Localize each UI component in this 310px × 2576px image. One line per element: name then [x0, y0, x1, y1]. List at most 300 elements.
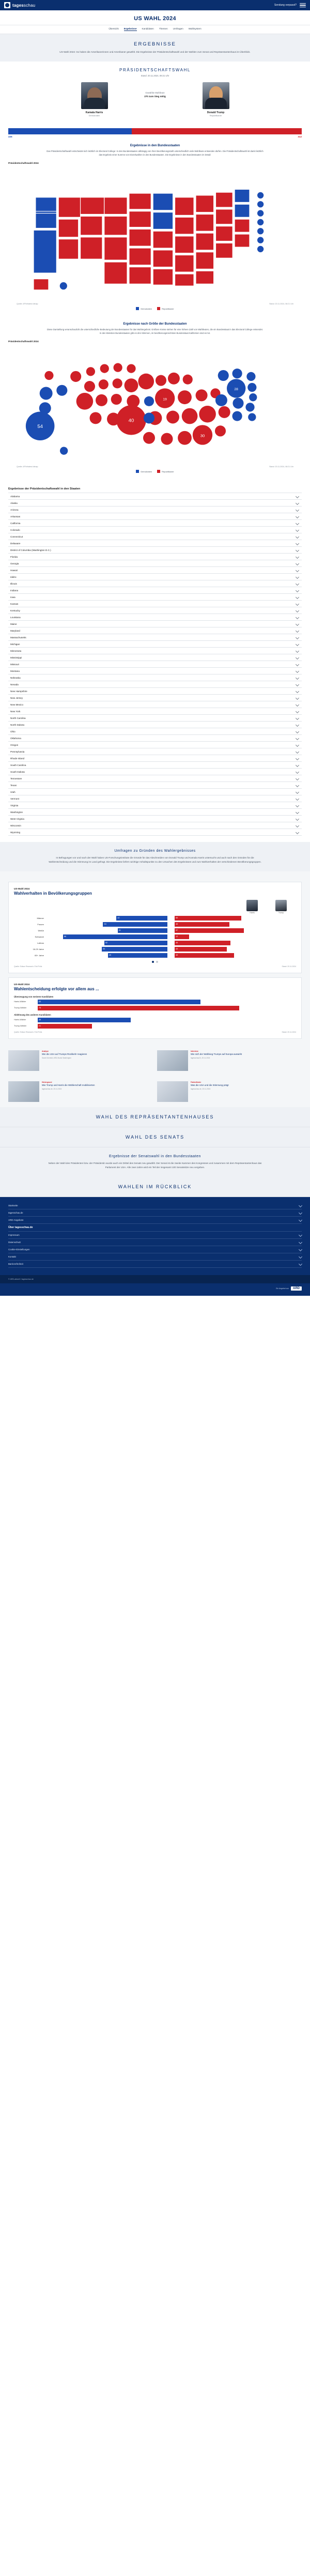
state-accordion-row[interactable]	[8, 775, 302, 782]
state-accordion-row[interactable]	[8, 715, 302, 722]
demographic-bar-row	[14, 953, 296, 958]
state-name: Florida	[10, 555, 18, 558]
hamburger-icon[interactable]	[300, 3, 306, 7]
trump-bar-wrap	[175, 916, 296, 921]
state-name: New Jersey	[10, 696, 23, 699]
state-name: Georgia	[10, 562, 19, 565]
teaser-tag-4: Faktenfinder	[191, 1081, 202, 1083]
chevron-down-icon	[296, 676, 299, 680]
state-name: Tennessee	[10, 777, 22, 780]
state-accordion-row[interactable]	[8, 587, 302, 594]
presidential-heading: PRÄSIDENTSCHAFTSWAHL	[119, 67, 191, 72]
motivation-bar: 36	[38, 1018, 131, 1022]
state-name: Michigan	[10, 642, 20, 646]
trump-bar-wrap	[175, 934, 296, 939]
rep-electoral-votes: 312	[298, 135, 302, 138]
state-name: Nebraska	[10, 676, 21, 679]
state-name: Hawaii	[10, 569, 18, 572]
electoral-result-bar	[8, 128, 302, 134]
state-name: Texas	[10, 784, 17, 787]
chevron-down-icon	[296, 804, 299, 807]
motivation-label: Harris-Wähler	[14, 1019, 26, 1021]
state-accordion-row[interactable]	[8, 560, 302, 567]
survey-card-motivation	[8, 977, 302, 1039]
state-accordion-row[interactable]	[8, 574, 302, 580]
chevron-down-icon	[296, 508, 299, 512]
state-name: Louisiana	[10, 616, 21, 619]
trump-bar: 46	[175, 941, 230, 945]
chevron-down-icon	[296, 716, 299, 720]
chevron-right-icon	[299, 1218, 302, 1222]
state-name: Alaska	[10, 501, 18, 504]
state-accordion-row[interactable]	[8, 701, 302, 708]
card1-trump-thumb	[275, 900, 287, 911]
motivation-bar-track	[38, 1006, 296, 1010]
state-name: Maine	[10, 622, 17, 625]
footer-link-row[interactable]	[8, 1232, 302, 1239]
chevron-down-icon	[296, 683, 299, 686]
chevron-right-icon	[299, 1211, 302, 1215]
state-accordion-row[interactable]	[8, 809, 302, 816]
state-name: Mississippi	[10, 656, 22, 659]
state-name: North Dakota	[10, 723, 25, 726]
state-accordion-row[interactable]	[8, 668, 302, 674]
state-accordion-row[interactable]	[8, 735, 302, 742]
svg-text:54: 54	[37, 424, 43, 430]
state-accordion-row[interactable]	[8, 607, 302, 614]
footer-link-row[interactable]	[8, 1239, 302, 1246]
chevron-down-icon	[296, 522, 299, 525]
chevron-down-icon	[296, 831, 299, 834]
state-name: District of Columbia (Washington D.C.)	[10, 548, 51, 551]
state-accordion-row[interactable]	[8, 748, 302, 755]
chevron-down-icon	[296, 649, 299, 653]
state-accordion-row[interactable]	[8, 769, 302, 775]
trump-bar: 49	[175, 953, 234, 958]
missed-broadcast-link[interactable]: Sendung verpasst?	[274, 3, 297, 7]
state-name: Kentucky	[10, 609, 20, 612]
bubble-legend	[8, 470, 302, 473]
state-accordion-row[interactable]	[8, 688, 302, 695]
state-name: Kansas	[10, 602, 19, 605]
chevron-down-icon	[296, 495, 299, 498]
card1-kicker: US-Wahl 2024	[14, 887, 30, 890]
survey-cards-section	[0, 871, 310, 1045]
state-accordion-row[interactable]	[8, 822, 302, 829]
demographic-label: Schwarze	[35, 935, 44, 938]
candidate-trump	[186, 82, 245, 117]
teaser-card-1[interactable]	[8, 1050, 153, 1071]
harris-bar: 49	[108, 953, 167, 958]
demographic-bar-row	[14, 941, 296, 945]
footer-section-title: Über tagesschau.de	[8, 1224, 302, 1232]
map-chart-label: Präsidentschaftswahl 2024	[8, 162, 39, 165]
electoral-label-top: Gewählte Wahlleute	[145, 91, 165, 94]
teaser-thumb-1	[8, 1050, 39, 1071]
harris-name: Kamala Harris	[85, 111, 103, 114]
presidential-timestamp: Stand: 20.11.2024, 08:21 Uhr	[141, 74, 169, 77]
footer-link-label: tagesschau.de	[8, 1211, 23, 1214]
trump-bar: 57	[175, 928, 244, 933]
bubble-section	[0, 316, 310, 479]
state-accordion-row[interactable]	[8, 782, 302, 789]
state-accordion-row[interactable]	[8, 789, 302, 795]
brand-name-main: tages	[12, 3, 24, 8]
harris-portrait	[81, 82, 108, 109]
teaser-card-2[interactable]	[157, 1050, 302, 1071]
trump-bar-wrap	[175, 953, 296, 958]
state-accordion-row[interactable]	[8, 722, 302, 728]
candidate-harris	[65, 82, 124, 117]
motivation-bar-track	[38, 1000, 296, 1004]
motivation-label: Trump-Wähler	[14, 1007, 27, 1009]
footer-link-label: ARD-Angebote	[8, 1218, 24, 1221]
card2-group1-bars	[14, 1000, 296, 1010]
state-accordion-row[interactable]	[8, 742, 302, 748]
state-name: Wyoming	[10, 831, 21, 834]
presidential-section	[0, 62, 310, 123]
state-name: Idaho	[10, 575, 17, 578]
card1-candidate-headers	[14, 900, 296, 914]
state-accordion-row[interactable]	[8, 728, 302, 735]
nav-item-kandidaten[interactable]: Kandidaten	[142, 27, 154, 30]
harris-bar-wrap	[46, 916, 167, 921]
nav-item-ergebnisse[interactable]: Ergebnisse	[123, 27, 137, 30]
chevron-down-icon	[296, 810, 299, 814]
tagesschau-logo-icon	[4, 2, 10, 8]
chevron-down-icon	[296, 824, 299, 827]
harris-bar-wrap	[46, 947, 167, 952]
state-name: South Carolina	[10, 763, 26, 766]
carousel-dot-1[interactable]	[152, 961, 154, 963]
motivation-bar: 63	[38, 1000, 200, 1004]
trump-bar: 45	[175, 922, 229, 927]
chevron-down-icon	[296, 790, 299, 794]
harris-bar-wrap	[46, 941, 167, 945]
page-title-bar	[0, 10, 310, 25]
brand-logo[interactable]	[4, 2, 35, 8]
ard-attribution	[0, 1283, 310, 1296]
footer-link-label: Kontakt	[8, 1255, 16, 1258]
chevron-down-icon	[296, 636, 299, 639]
trump-bar-wrap	[175, 941, 296, 945]
state-accordion	[8, 493, 302, 836]
teaser-card-4[interactable]	[157, 1081, 302, 1102]
teaser-title-3[interactable]: Wie Trump und Harris die Wählerschaft mobilisierten	[42, 1083, 95, 1086]
trump-bar: 55	[175, 916, 241, 921]
intro-text: US-Wahl 2024: So haben die Amerikanerinnen und Amerikaner gewählt. Die Ergebnisse der Präsidentschaftswahl und der Wahlen zum Senat und Repräsentantenhaus im Überblick.	[59, 51, 251, 53]
state-accordion-row[interactable]	[8, 507, 302, 513]
state-accordion-row[interactable]	[8, 540, 302, 547]
trump-portrait	[203, 82, 229, 109]
brand-name-light: schau	[23, 3, 36, 8]
state-name: South Dakota	[10, 770, 25, 773]
chevron-down-icon	[296, 797, 299, 801]
chevron-down-icon	[296, 777, 299, 780]
card2-group2-bars	[14, 1018, 296, 1029]
state-name: Iowa	[10, 595, 16, 599]
state-name: Minnesota	[10, 649, 22, 652]
state-accordion-row[interactable]	[8, 681, 302, 688]
electoral-bubble-map[interactable]	[8, 346, 302, 465]
chevron-down-icon	[296, 569, 299, 572]
carousel-dot-2[interactable]	[156, 961, 158, 963]
retrospective-band[interactable]	[0, 1177, 310, 1197]
bubble-timestamp-note: Stand: 20.11.2024, 08:21 Uhr	[269, 466, 293, 468]
bubble-legend-democrats: Demokraten	[136, 470, 152, 473]
footer-link-label: Datenschutz	[8, 1240, 21, 1244]
state-name: New York	[10, 710, 21, 713]
chevron-down-icon	[296, 730, 299, 733]
state-name: Vermont	[10, 797, 20, 800]
harris-bar: 86	[63, 934, 167, 939]
trump-bar-wrap	[175, 922, 296, 927]
state-name: Illinois	[10, 582, 17, 585]
teaser-card-3[interactable]	[8, 1081, 153, 1102]
motivation-bar-row	[14, 1024, 296, 1029]
demographic-bar-row	[14, 922, 296, 927]
card1-harris-thumb	[246, 900, 258, 911]
chevron-down-icon	[296, 737, 299, 740]
harris-bar: 42	[116, 916, 167, 921]
card2-group1-title: Überzeugung von meinem Kandidaten	[14, 995, 54, 998]
harris-bar: 41	[118, 928, 167, 933]
footer-link-label: Barrierefreiheit	[8, 1262, 23, 1265]
trump-bar: 43	[175, 947, 227, 952]
state-name: Montana	[10, 669, 20, 672]
state-accordion-row[interactable]	[8, 594, 302, 601]
footer-link-row[interactable]	[8, 1261, 302, 1268]
state-accordion-row[interactable]	[8, 674, 302, 681]
state-name: Utah	[10, 790, 16, 793]
state-name: Ohio	[10, 730, 16, 733]
bubble-text: Diese Darstellung veranschaulicht die unterschiedliche Bedeutung der Bundesstaaten für das Wahlergebnis: Größere Kreise stehen für eine höhere Zahl von Wahlleuten, die ein Bundesstaat in das Electoral College entsendet. In den kleinsten Bundesstaaten gibt es drei Stimmen, im bevölkerungsreichsten Bundesstaat Kalifornien sind es 54.	[47, 328, 263, 335]
candidate-row	[8, 82, 302, 117]
state-accordion-row[interactable]	[8, 580, 302, 587]
footer-link-label: Startseite	[8, 1204, 18, 1207]
nav-item-themen[interactable]: Themen	[159, 27, 168, 30]
harris-bar: 54	[102, 947, 167, 952]
ard-logo: ARD	[291, 1286, 302, 1291]
state-accordion-row[interactable]	[8, 601, 302, 607]
chevron-down-icon	[296, 542, 299, 545]
chevron-down-icon	[296, 750, 299, 754]
state-accordion-row[interactable]	[8, 520, 302, 527]
state-accordion-row[interactable]	[8, 513, 302, 520]
trump-party: Republikaner	[209, 114, 222, 117]
chevron-down-icon	[296, 703, 299, 707]
senate-election-band[interactable]	[0, 1127, 310, 1147]
harris-bar-wrap	[46, 928, 167, 933]
teaser-meta-4: tagesschau.de, 20.11.2024	[191, 1087, 211, 1090]
map-text: Das Präsidentschaftswahl entscheidet sich letztlich im Electoral College: In den Bundesstaaten abhängig von ihrer Bevölkerungszahl unterschiedlich viele Wahlleute entsenden dürfen. Die Präsidentschaftswahl ist damit letztlich das Ergebnis einer Summe von Einzelwahlen in den Bundesstaaten. Die Ergebnisse in den Bundesstaaten im Detail:	[47, 149, 264, 156]
state-accordion-row[interactable]	[8, 554, 302, 560]
demographic-bar-row	[14, 934, 296, 939]
state-name: Maryland	[10, 629, 20, 632]
card1-title: Wahlverhalten in Bevölkerungsgruppen	[14, 891, 92, 896]
state-accordion-row[interactable]	[8, 634, 302, 641]
card1-stand: Stand: 20.11.2024	[282, 965, 296, 968]
state-name: Arizona	[10, 508, 19, 511]
state-name: Virginia	[10, 804, 19, 807]
retrospective-link[interactable]: WAHLEN IM RÜCKBLICK	[118, 1184, 192, 1189]
card2-kicker: US-Wahl 2024	[14, 983, 30, 986]
chevron-down-icon	[296, 629, 299, 633]
page-title: US WAHL 2024	[134, 16, 176, 22]
surveys-heading: Umfragen zu Gründen des Wahlergebnisses	[114, 849, 196, 853]
state-accordion-row[interactable]	[8, 802, 302, 809]
chevron-right-icon	[299, 1255, 302, 1259]
trump-name: Donald Trump	[207, 111, 225, 114]
demographic-label: Weiße	[38, 929, 44, 932]
state-name: Massachusetts	[10, 636, 26, 639]
demographic-label: Männer	[37, 916, 44, 919]
teaser-tag-2: Interview	[191, 1050, 198, 1052]
state-accordion-row[interactable]	[8, 527, 302, 533]
map-timestamp-note: Stand: 20.11.2024, 08:21 Uhr	[269, 303, 293, 305]
demographic-label: 18-29 Jahre	[33, 947, 44, 950]
chevron-down-icon	[296, 501, 299, 505]
state-name: Arkansas	[10, 515, 21, 518]
state-name: Washington	[10, 810, 23, 814]
intro-band	[0, 34, 310, 62]
state-name: Colorado	[10, 528, 20, 531]
chevron-right-icon	[299, 1204, 302, 1207]
state-accordion-row[interactable]	[8, 614, 302, 621]
state-accordion-row[interactable]	[8, 648, 302, 654]
senate-election-link[interactable]: WAHL DES SENATS	[125, 1134, 185, 1140]
card2-stand: Stand: 20.11.2024	[282, 1031, 296, 1033]
electoral-map[interactable]	[8, 167, 302, 302]
chevron-down-icon	[296, 602, 299, 606]
teaser-thumb-3	[8, 1081, 39, 1102]
teaser-title-2[interactable]: Wie sich der Wahlsieg Trumps auf Europa auswirkt	[191, 1052, 242, 1055]
demographic-bar-row	[14, 928, 296, 933]
surveys-text: In Befragungen vor und nach der Wahl haben US-Forschungsinstitute die Gründe für das Abschneiden von Donald Trump und Kamala Harris untersucht und auch nach den Gründen für die Wahlentscheidung und die Stimmung im Land gefragt. Die Ergebnisse liefern wichtige Anhaltspunkte zu den Ursachen des Ergebnisses und zum Wahlverhalten der verschiedenen Bevölkerungsgruppen.	[49, 856, 261, 864]
state-accordion-row[interactable]	[8, 795, 302, 802]
card1-harris-label: Harris	[250, 911, 255, 914]
chevron-down-icon	[296, 743, 299, 747]
card1-carousel-dots	[14, 961, 296, 963]
demographic-bar-row	[14, 916, 296, 921]
state-accordion-row[interactable]	[8, 621, 302, 627]
chevron-down-icon	[296, 555, 299, 559]
teaser-tag-3: Hintergrund	[42, 1081, 52, 1083]
house-election-link[interactable]: WAHL DES REPRÄSENTANTENHAUSES	[96, 1114, 214, 1120]
footer-link-row[interactable]	[8, 1202, 302, 1209]
card2-title: Wahlentscheidung erfolgte vor allem aus ...	[14, 986, 99, 991]
chevron-down-icon	[296, 663, 299, 666]
state-name: Connecticut	[10, 535, 23, 538]
state-accordion-row[interactable]	[8, 816, 302, 822]
chevron-down-icon	[296, 696, 299, 700]
teaser-meta-2: tagesschau24, 20.11.2024	[191, 1056, 210, 1059]
demographic-label: 65+ Jahre	[35, 954, 44, 957]
footer-link-row[interactable]	[8, 1217, 302, 1224]
teaser-thumb-4	[157, 1081, 188, 1102]
state-name: Oklahoma	[10, 737, 21, 740]
state-accordion-row[interactable]	[8, 762, 302, 769]
state-accordion-row[interactable]	[8, 755, 302, 762]
state-accordion-row[interactable]	[8, 829, 302, 836]
chevron-down-icon	[296, 656, 299, 660]
state-accordion-row[interactable]	[8, 567, 302, 574]
bubble-legend-republicans: Republikaner	[157, 470, 174, 473]
state-accordion-row[interactable]	[8, 641, 302, 648]
chevron-down-icon	[296, 535, 299, 539]
house-election-band[interactable]	[0, 1107, 310, 1127]
trump-bar: 12	[175, 934, 189, 939]
state-accordion-row[interactable]	[8, 547, 302, 554]
state-accordion-row[interactable]	[8, 627, 302, 634]
state-accordion-row[interactable]	[8, 708, 302, 715]
demographic-label: Latinos	[37, 941, 44, 944]
chevron-down-icon	[296, 595, 299, 599]
svg-text:19: 19	[163, 397, 167, 402]
footer-navigation	[0, 1197, 310, 1275]
state-name: Missouri	[10, 663, 20, 666]
teaser-row-1	[0, 1045, 310, 1076]
motivation-bar: 78	[38, 1006, 239, 1010]
state-name: Indiana	[10, 589, 19, 592]
copyright-text: © ARD-aktuell / tagesschau.de	[8, 1278, 34, 1280]
footer-link-row[interactable]	[8, 1246, 302, 1253]
nav-item-uebersicht[interactable]: Übersicht	[109, 27, 119, 30]
electoral-map-svg	[8, 167, 302, 302]
state-accordion-row[interactable]	[8, 661, 302, 668]
harris-bar-wrap	[46, 922, 167, 927]
footer-link-label: Impressum	[8, 1233, 20, 1236]
footer-link-row[interactable]	[8, 1253, 302, 1261]
state-results-section	[0, 479, 310, 842]
svg-text:30: 30	[200, 433, 205, 438]
state-accordion-row[interactable]	[8, 493, 302, 500]
teaser-title-4[interactable]: Was die USA und die Stimmung prägt	[191, 1083, 229, 1086]
svg-text:40: 40	[128, 418, 134, 424]
state-name: California	[10, 522, 21, 525]
chevron-down-icon	[296, 582, 299, 586]
nav-item-umfragen[interactable]: Umfragen	[173, 27, 183, 30]
card1-bar-rows	[14, 916, 296, 958]
state-name: West Virginia	[10, 817, 24, 820]
chevron-right-icon	[299, 1262, 302, 1266]
state-accordion-row[interactable]	[8, 695, 302, 701]
teaser-title-1[interactable]: Wie die USA auf Trumps Rückkehr reagieren	[42, 1052, 87, 1055]
teaser-meta-1: Sarah Schmidt, ARD-Studio Washington	[42, 1056, 71, 1059]
state-accordion-row[interactable]	[8, 500, 302, 507]
footer-link-row[interactable]	[8, 1209, 302, 1217]
trump-bar-wrap	[175, 947, 296, 952]
state-name: Wisconsin	[10, 824, 21, 827]
state-accordion-row[interactable]	[8, 654, 302, 661]
nav-item-wahlsystem[interactable]: Wahlsystem	[188, 27, 202, 30]
chevron-right-icon	[299, 1248, 302, 1251]
bubble-map-svg	[8, 346, 302, 465]
chevron-down-icon	[296, 528, 299, 532]
state-name: Delaware	[10, 542, 21, 545]
intro-heading: ERGEBNISSE	[134, 41, 176, 47]
chevron-down-icon	[296, 575, 299, 579]
state-accordion-row[interactable]	[8, 533, 302, 540]
motivation-label: Harris-Wähler	[14, 1001, 26, 1003]
chevron-down-icon	[296, 817, 299, 821]
harris-bar: 52	[104, 941, 167, 945]
chevron-down-icon	[296, 642, 299, 646]
survey-card-demographics	[8, 882, 302, 973]
harris-bar-wrap	[46, 953, 167, 958]
footer-link-label: Cookie-Einstellungen	[8, 1248, 30, 1251]
state-name: Nevada	[10, 683, 19, 686]
